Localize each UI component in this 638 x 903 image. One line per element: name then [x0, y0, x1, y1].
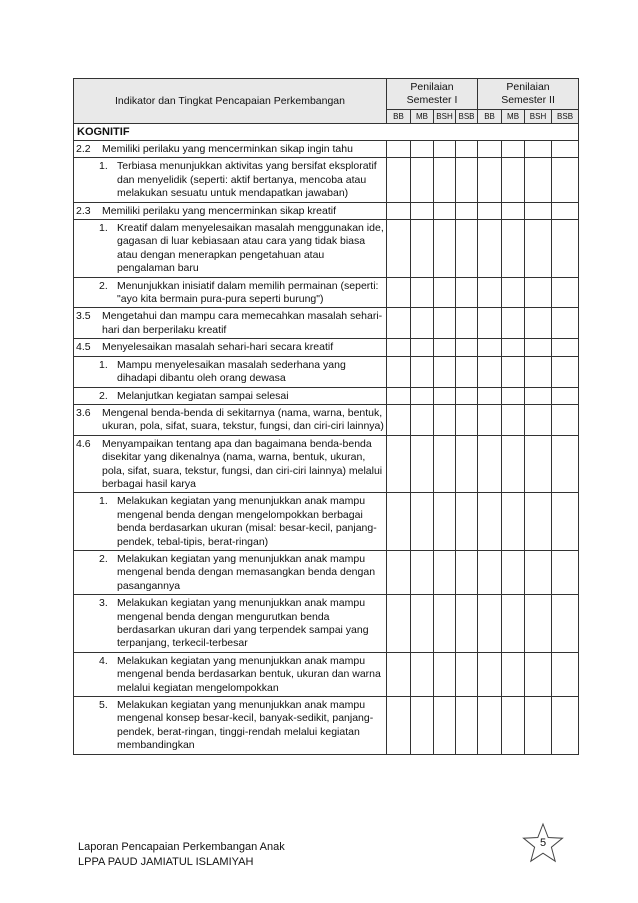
assessment-checkbox-cell[interactable] [387, 595, 411, 653]
level-header-bb: BB [387, 110, 411, 124]
level-header-bsb: BSB [552, 110, 579, 124]
assessment-checkbox-cell[interactable] [411, 404, 434, 435]
indicator-text: Kreatif dalam menyelesaikan masalah menggunakan ide, gagasan di luar kebiasaan atau cara yang tidak biasa atau dengan menerapkan pengetahuan atau pengalaman baru [117, 222, 384, 275]
indicator-number: 2. [99, 552, 108, 565]
assessment-checkbox-cell[interactable] [411, 220, 434, 278]
assessment-checkbox-cell[interactable] [525, 387, 552, 404]
assessment-checkbox-cell[interactable] [411, 308, 434, 339]
assessment-checkbox-cell[interactable] [387, 308, 411, 339]
assessment-checkbox-cell[interactable] [525, 435, 552, 493]
assessment-checkbox-cell[interactable] [434, 435, 456, 493]
level-header-bsh: BSH [434, 110, 456, 124]
assessment-checkbox-cell[interactable] [502, 697, 525, 755]
assessment-checkbox-cell[interactable] [502, 595, 525, 653]
indicator-number: 4.6 [76, 437, 91, 450]
indicator-number: 3. [99, 597, 108, 610]
assessment-checkbox-cell[interactable] [502, 277, 525, 308]
assessment-checkbox-cell[interactable] [387, 493, 411, 551]
assessment-checkbox-cell[interactable] [552, 277, 579, 308]
indicator-text: Mampu menyelesaikan masalah sederhana yang dihadapi dibantu oleh orang dewasa [117, 358, 346, 385]
assessment-checkbox-cell[interactable] [411, 158, 434, 202]
assessment-checkbox-cell[interactable] [525, 277, 552, 308]
assessment-checkbox-cell[interactable] [478, 435, 502, 493]
assessment-checkbox-cell[interactable] [456, 141, 478, 158]
indicator-row [74, 220, 579, 278]
level-header-bb: BB [478, 110, 502, 124]
indicator-text: Menyelesaikan masalah sehari-hari secara kreatif [102, 341, 334, 354]
assessment-checkbox-cell[interactable] [456, 202, 478, 219]
assessment-checkbox-cell[interactable] [434, 202, 456, 219]
indicator-row [74, 158, 579, 202]
assessment-checkbox-cell[interactable] [411, 550, 434, 594]
assessment-checkbox-cell[interactable] [434, 697, 456, 755]
assessment-checkbox-cell[interactable] [478, 404, 502, 435]
assessment-checkbox-cell[interactable] [387, 404, 411, 435]
assessment-checkbox-cell[interactable] [387, 697, 411, 755]
assessment-checkbox-cell[interactable] [478, 308, 502, 339]
assessment-checkbox-cell[interactable] [411, 356, 434, 387]
indicator-number: 4.5 [76, 341, 91, 354]
assessment-checkbox-cell[interactable] [387, 158, 411, 202]
indicator-row [74, 697, 579, 755]
semester-1-header: Penilaian Semester I [387, 79, 478, 110]
assessment-checkbox-cell[interactable] [456, 387, 478, 404]
assessment-checkbox-cell[interactable] [456, 308, 478, 339]
assessment-checkbox-cell[interactable] [478, 141, 502, 158]
sub-indicator-cell [74, 652, 387, 696]
indicator-row [74, 595, 579, 653]
assessment-checkbox-cell[interactable] [525, 141, 552, 158]
assessment-checkbox-cell[interactable] [525, 652, 552, 696]
assessment-checkbox-cell[interactable] [411, 435, 434, 493]
indicator-number: 1. [99, 160, 108, 173]
assessment-checkbox-cell[interactable] [434, 158, 456, 202]
assessment-checkbox-cell[interactable] [502, 308, 525, 339]
indicator-text: Melakukan kegiatan yang menunjukkan anak mampu mengenal benda berdasarkan bentuk, ukuran dan warna melalui kegiatan mengelompokkan [117, 654, 381, 694]
assessment-checkbox-cell[interactable] [411, 277, 434, 308]
indicator-row [74, 652, 579, 696]
assessment-checkbox-cell[interactable] [456, 550, 478, 594]
assessment-checkbox-cell[interactable] [552, 697, 579, 755]
assessment-checkbox-cell[interactable] [456, 404, 478, 435]
indicator-row [74, 141, 579, 158]
semester-2-header: Penilaian Semester II [478, 79, 579, 110]
indicator-text: Melanjutkan kegiatan sampai selesai [117, 389, 289, 402]
assessment-checkbox-cell[interactable] [478, 493, 502, 551]
assessment-checkbox-cell[interactable] [434, 141, 456, 158]
sub-indicator-cell [74, 356, 387, 387]
assessment-checkbox-cell[interactable] [387, 339, 411, 356]
assessment-checkbox-cell[interactable] [525, 550, 552, 594]
indicator-row [74, 404, 579, 435]
assessment-checkbox-cell[interactable] [502, 356, 525, 387]
page-number: 5 [539, 837, 547, 849]
assessment-checkbox-cell[interactable] [552, 404, 579, 435]
assessment-checkbox-cell[interactable] [552, 141, 579, 158]
assessment-checkbox-cell[interactable] [456, 435, 478, 493]
assessment-checkbox-cell[interactable] [552, 220, 579, 278]
indicator-text: Melakukan kegiatan yang menunjukkan anak mampu mengenal konsep besar-kecil, banyak-sedikit, panjang-pendek, berat-ringan, tinggi-rendah melalui kegiatan membandingkan [117, 699, 374, 752]
assessment-checkbox-cell[interactable] [525, 404, 552, 435]
indicator-cell [74, 141, 387, 158]
assessment-checkbox-cell[interactable] [502, 550, 525, 594]
assessment-checkbox-cell[interactable] [478, 339, 502, 356]
assessment-checkbox-cell[interactable] [387, 435, 411, 493]
assessment-checkbox-cell[interactable] [434, 277, 456, 308]
indicator-text: Melakukan kegiatan yang menunjukkan anak mampu mengenal benda dengan memasangkan benda dengan pasangannya [117, 552, 376, 592]
indicator-text: Menunjukkan inisiatif dalam memilih permainan (seperti: "ayo kita bermain pura-pura seperti burung") [117, 279, 379, 306]
assessment-checkbox-cell[interactable] [502, 652, 525, 696]
sub-indicator-cell [74, 550, 387, 594]
indicator-number: 5. [99, 699, 108, 712]
assessment-checkbox-cell[interactable] [525, 697, 552, 755]
assessment-checkbox-cell[interactable] [552, 356, 579, 387]
indicator-header: Indikator dan Tingkat Pencapaian Perkembangan [74, 79, 387, 124]
assessment-checkbox-cell[interactable] [411, 387, 434, 404]
indicator-row [74, 339, 579, 356]
assessment-checkbox-cell[interactable] [456, 595, 478, 653]
assessment-checkbox-cell[interactable] [552, 435, 579, 493]
assessment-checkbox-cell[interactable] [502, 220, 525, 278]
assessment-checkbox-cell[interactable] [411, 652, 434, 696]
section-title: KOGNITIF [74, 124, 579, 141]
assessment-checkbox-cell[interactable] [434, 387, 456, 404]
assessment-checkbox-cell[interactable] [434, 493, 456, 551]
assessment-checkbox-cell[interactable] [387, 550, 411, 594]
indicator-cell [74, 202, 387, 219]
assessment-checkbox-cell[interactable] [502, 141, 525, 158]
assessment-checkbox-cell[interactable] [387, 652, 411, 696]
assessment-checkbox-cell[interactable] [434, 652, 456, 696]
assessment-checkbox-cell[interactable] [502, 202, 525, 219]
level-header-mb: MB [502, 110, 525, 124]
indicator-number: 1. [99, 222, 108, 235]
indicator-number: 2.2 [76, 143, 91, 155]
assessment-checkbox-cell[interactable] [434, 595, 456, 653]
sub-indicator-cell [74, 158, 387, 202]
assessment-checkbox-cell[interactable] [387, 220, 411, 278]
assessment-checkbox-cell[interactable] [434, 404, 456, 435]
indicator-row [74, 202, 579, 219]
sub-indicator-cell [74, 387, 387, 404]
indicator-number: 1. [99, 495, 108, 508]
assessment-checkbox-cell[interactable] [456, 697, 478, 755]
indicator-text: Menyampaikan tentang apa dan bagaimana benda-benda disekitar yang dikenalnya (nama, warna, bentuk, ukuran, pola, sifat, suara, tekstur, fungsi, dan ciri-ciri lainnya) melalui berbagai hasil karya [102, 437, 383, 490]
indicator-text: Melakukan kegiatan yang menunjukkan anak mampu mengenal benda dengan mengurutkan benda berdasarkan ukuran dari yang terpendek sampai yang terpanjang, terkecil-terbesar [117, 597, 369, 650]
assessment-checkbox-cell[interactable] [478, 697, 502, 755]
assessment-checkbox-cell[interactable] [502, 158, 525, 202]
assessment-checkbox-cell[interactable] [478, 595, 502, 653]
assessment-checkbox-cell[interactable] [387, 387, 411, 404]
sub-indicator-cell [74, 493, 387, 551]
assessment-checkbox-cell[interactable] [387, 277, 411, 308]
assessment-checkbox-cell[interactable] [502, 339, 525, 356]
assessment-table [73, 78, 579, 755]
level-header-bsh: BSH [525, 110, 552, 124]
assessment-checkbox-cell[interactable] [434, 356, 456, 387]
sub-indicator-cell [74, 277, 387, 308]
assessment-checkbox-cell[interactable] [478, 277, 502, 308]
assessment-checkbox-cell[interactable] [478, 158, 502, 202]
footer-report-title: Laporan Pencapaian Perkembangan Anak [78, 841, 285, 853]
assessment-checkbox-cell[interactable] [525, 356, 552, 387]
assessment-checkbox-cell[interactable] [552, 339, 579, 356]
assessment-checkbox-cell[interactable] [434, 220, 456, 278]
assessment-checkbox-cell[interactable] [552, 493, 579, 551]
assessment-checkbox-cell[interactable] [525, 158, 552, 202]
assessment-checkbox-cell[interactable] [478, 220, 502, 278]
indicator-row [74, 435, 579, 493]
assessment-checkbox-cell[interactable] [525, 202, 552, 219]
page-number-badge [521, 822, 565, 866]
indicator-row [74, 356, 579, 387]
assessment-checkbox-cell[interactable] [456, 158, 478, 202]
indicator-row [74, 308, 579, 339]
indicator-number: 4. [99, 654, 108, 667]
assessment-checkbox-cell[interactable] [387, 141, 411, 158]
assessment-checkbox-cell[interactable] [434, 339, 456, 356]
assessment-checkbox-cell[interactable] [552, 308, 579, 339]
assessment-checkbox-cell[interactable] [434, 550, 456, 594]
indicator-row [74, 550, 579, 594]
assessment-checkbox-cell[interactable] [525, 595, 552, 653]
indicator-row [74, 387, 579, 404]
footer-institution: LPPA PAUD JAMIATUL ISLAMIYAH [78, 856, 254, 868]
assessment-checkbox-cell[interactable] [502, 493, 525, 551]
indicator-number: 3.5 [76, 310, 91, 323]
assessment-checkbox-cell[interactable] [552, 158, 579, 202]
indicator-number: 1. [99, 358, 108, 371]
assessment-checkbox-cell[interactable] [525, 308, 552, 339]
indicator-cell [74, 308, 387, 339]
assessment-checkbox-cell[interactable] [456, 339, 478, 356]
assessment-checkbox-cell[interactable] [411, 493, 434, 551]
assessment-checkbox-cell[interactable] [456, 652, 478, 696]
assessment-checkbox-cell[interactable] [525, 220, 552, 278]
indicator-cell [74, 435, 387, 493]
assessment-checkbox-cell[interactable] [387, 202, 411, 219]
assessment-checkbox-cell[interactable] [411, 595, 434, 653]
indicator-text: Mengetahui dan mampu cara memecahkan masalah sehari-hari dan berperilaku kreatif [102, 310, 383, 336]
assessment-checkbox-cell[interactable] [552, 595, 579, 653]
assessment-checkbox-cell[interactable] [502, 404, 525, 435]
assessment-checkbox-cell[interactable] [552, 550, 579, 594]
indicator-text: Memiliki perilaku yang mencerminkan sikap ingin tahu [102, 143, 353, 155]
indicator-text: Melakukan kegiatan yang menunjukkan anak mampu mengenal benda dengan mengelompokkan berbagai benda berdasarkan ukuran (misal: besar-kecil, panjang-pendek, tebal-tipis, berat-ringan) [117, 495, 377, 548]
assessment-checkbox-cell[interactable] [552, 202, 579, 219]
indicator-row [74, 493, 579, 551]
assessment-checkbox-cell[interactable] [525, 493, 552, 551]
indicator-row [74, 277, 579, 308]
assessment-checkbox-cell[interactable] [456, 356, 478, 387]
assessment-checkbox-cell[interactable] [411, 339, 434, 356]
assessment-checkbox-cell[interactable] [502, 435, 525, 493]
sub-indicator-cell [74, 220, 387, 278]
indicator-number: 2.3 [76, 204, 91, 217]
assessment-checkbox-cell[interactable] [411, 141, 434, 158]
assessment-checkbox-cell[interactable] [552, 652, 579, 696]
indicator-number: 2. [99, 389, 108, 402]
assessment-checkbox-cell[interactable] [478, 202, 502, 219]
assessment-checkbox-cell[interactable] [387, 356, 411, 387]
assessment-checkbox-cell[interactable] [478, 356, 502, 387]
indicator-cell [74, 404, 387, 435]
assessment-checkbox-cell[interactable] [525, 339, 552, 356]
indicator-cell [74, 339, 387, 356]
indicator-number: 2. [99, 279, 108, 292]
indicator-text: Terbiasa menunjukkan aktivitas yang bersifat eksploratif dan menyelidik (seperti: aktif bertanya, mencoba atau melakukan sesuatu untuk mendapatkan jawaban) [117, 160, 377, 200]
indicator-text: Memiliki perilaku yang mencerminkan sikap kreatif [102, 204, 337, 217]
assessment-checkbox-cell[interactable] [411, 202, 434, 219]
assessment-checkbox-cell[interactable] [456, 220, 478, 278]
assessment-checkbox-cell[interactable] [434, 308, 456, 339]
sub-indicator-cell [74, 595, 387, 653]
assessment-checkbox-cell[interactable] [478, 550, 502, 594]
assessment-checkbox-cell[interactable] [456, 493, 478, 551]
assessment-checkbox-cell[interactable] [552, 387, 579, 404]
indicator-number: 3.6 [76, 406, 91, 419]
sub-indicator-cell [74, 697, 387, 755]
assessment-checkbox-cell[interactable] [478, 652, 502, 696]
assessment-checkbox-cell[interactable] [502, 387, 525, 404]
indicator-text: Mengenal benda-benda di sekitarnya (nama, warna, bentuk, ukuran, pola, sifat, suara, tekstur, fungsi, dan ciri-ciri lainnya) [102, 406, 384, 433]
level-header-bsb: BSB [456, 110, 478, 124]
level-header-mb: MB [411, 110, 434, 124]
assessment-checkbox-cell[interactable] [478, 387, 502, 404]
assessment-checkbox-cell[interactable] [456, 277, 478, 308]
assessment-checkbox-cell[interactable] [411, 697, 434, 755]
